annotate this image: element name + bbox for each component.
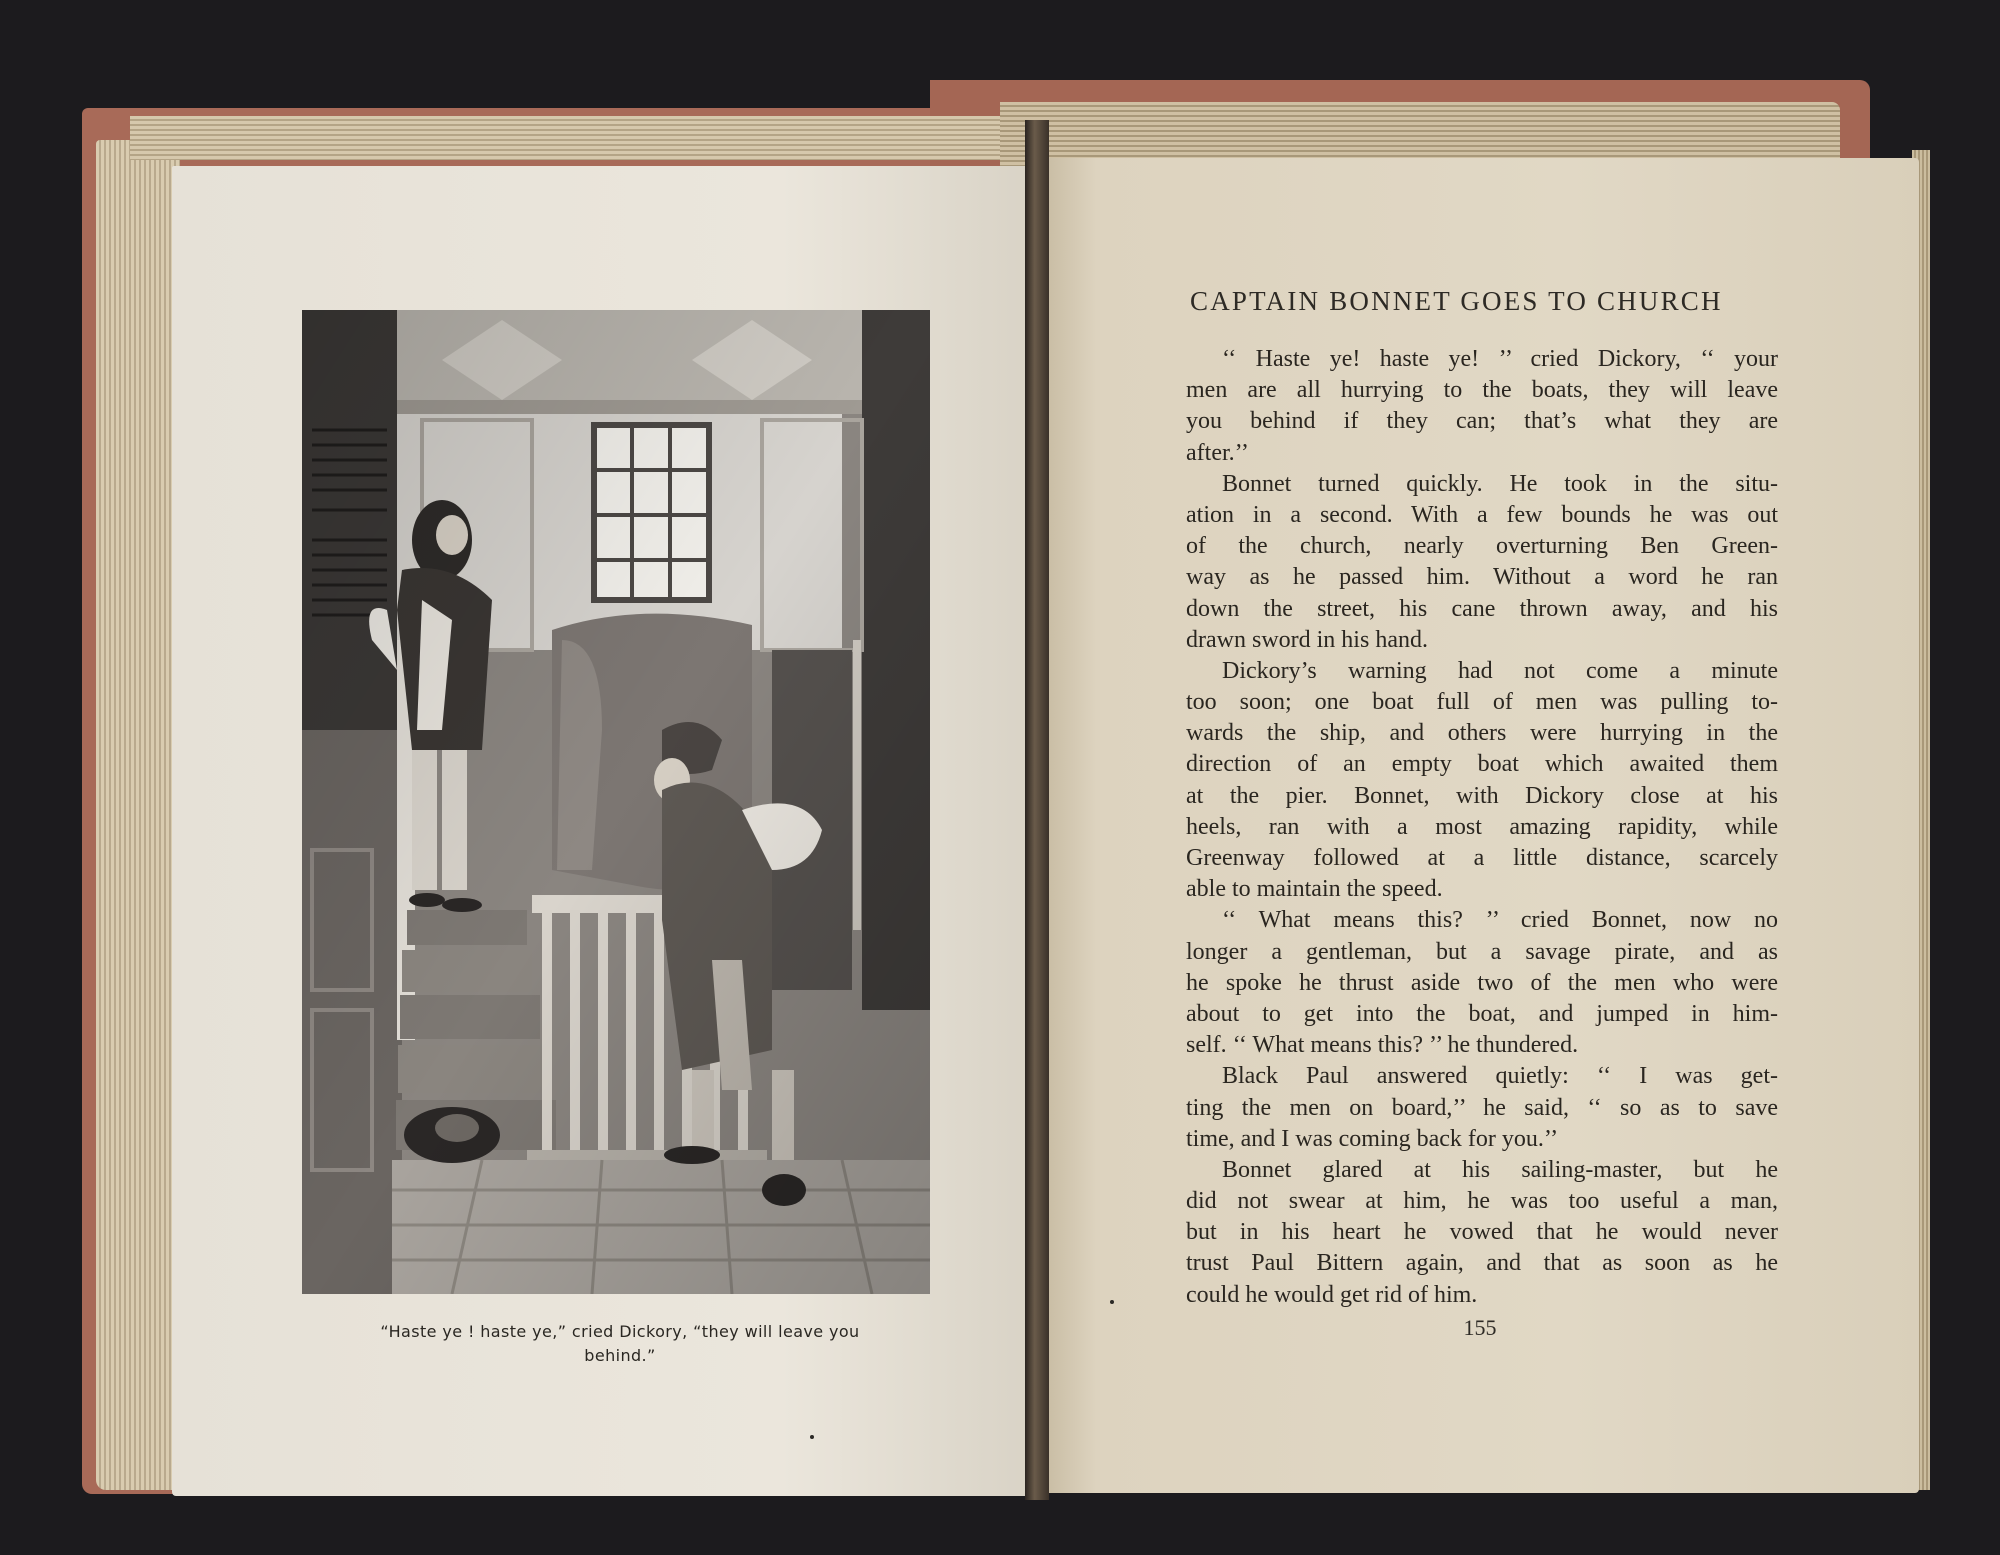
illustration-caption [320, 1320, 920, 1368]
page-edges-left [96, 140, 180, 1490]
body-text [1186, 344, 1778, 1311]
text-line: could he would get rid of him. [1186, 1281, 1478, 1308]
text-line: heels, ran with a most amazing rapidity, while [1186, 813, 1778, 840]
text-line: Greenway followed at a little distance, scarcely [1186, 845, 1778, 871]
paper-speck [1110, 1300, 1114, 1304]
text-line: down the street, his cane thrown away, and his [1186, 595, 1778, 622]
text-line: too soon; one boat full of men was pulling to- [1186, 689, 1778, 716]
page-number: 155 [1463, 1315, 1497, 1340]
text-line: ‘‘ What means this? ’’ cried Bonnet, now no [1222, 907, 1778, 934]
illustration-drawing [302, 310, 930, 1294]
text-line: men are all hurrying to the boats, they will leave [1186, 377, 1778, 404]
text-line: time, and I was coming back for you.’’ [1186, 1125, 1559, 1152]
text-line: of the church, nearly overturning Ben Green- [1186, 533, 1778, 560]
text-line: Bonnet turned quickly. He took in the situ- [1222, 470, 1778, 497]
text-line: Dickory’s warning had not come a minute [1222, 657, 1778, 684]
text-line: wards the ship, and others were hurrying in the [1186, 720, 1778, 747]
text-line: at the pier. Bonnet, with Dickory close at his [1186, 782, 1778, 809]
text-line: trust Paul Bittern again, and that as soon as he [1186, 1250, 1778, 1277]
running-head: CAPTAIN BONNET GOES TO CHURCH [1190, 286, 1723, 316]
text-line: you behind if they can; that’s what they are [1186, 408, 1778, 435]
caption-line-2: behind.” [584, 1346, 656, 1365]
text-line: self. ‘‘ What means this? ’’ he thundered. [1186, 1032, 1579, 1059]
text-line: after.’’ [1186, 439, 1249, 466]
text-line: he spoke he thrust aside two of the men who were [1186, 969, 1778, 996]
text-line: direction of an empty boat which awaited them [1186, 751, 1778, 778]
text-line: but in his heart he vowed that he would never [1186, 1219, 1778, 1246]
text-line: Black Paul answered quietly: ‘‘ I was get- [1222, 1063, 1778, 1090]
text-line: able to maintain the speed. [1186, 876, 1443, 903]
text-line: ‘‘ Haste ye! haste ye! ’’ cried Dickory, ‘‘ your [1222, 346, 1778, 372]
caption-line-1: “Haste ye ! haste ye,” cried Dickory, “they will leave you [380, 1322, 860, 1341]
paper-speck [810, 1435, 814, 1439]
text-line: drawn sword in his hand. [1186, 626, 1428, 653]
text-line: way as he passed him. Without a word he ran [1186, 564, 1778, 591]
text-line: Bonnet glared at his sailing-master, but he [1222, 1156, 1778, 1183]
text-line: longer a gentleman, but a savage pirate, and as [1186, 938, 1778, 965]
book-gutter [1025, 120, 1049, 1500]
page-edges-top-left [130, 116, 1030, 160]
text-line: did not swear at him, he was too useful a man, [1186, 1188, 1778, 1215]
text-line: ation in a second. With a few bounds he was out [1186, 501, 1778, 528]
illustration-plate [302, 310, 930, 1294]
text-line: about to get into the boat, and jumped in him- [1186, 1000, 1778, 1027]
text-line: ting the men on board,’’ he said, ‘‘ so as to save [1186, 1094, 1778, 1121]
